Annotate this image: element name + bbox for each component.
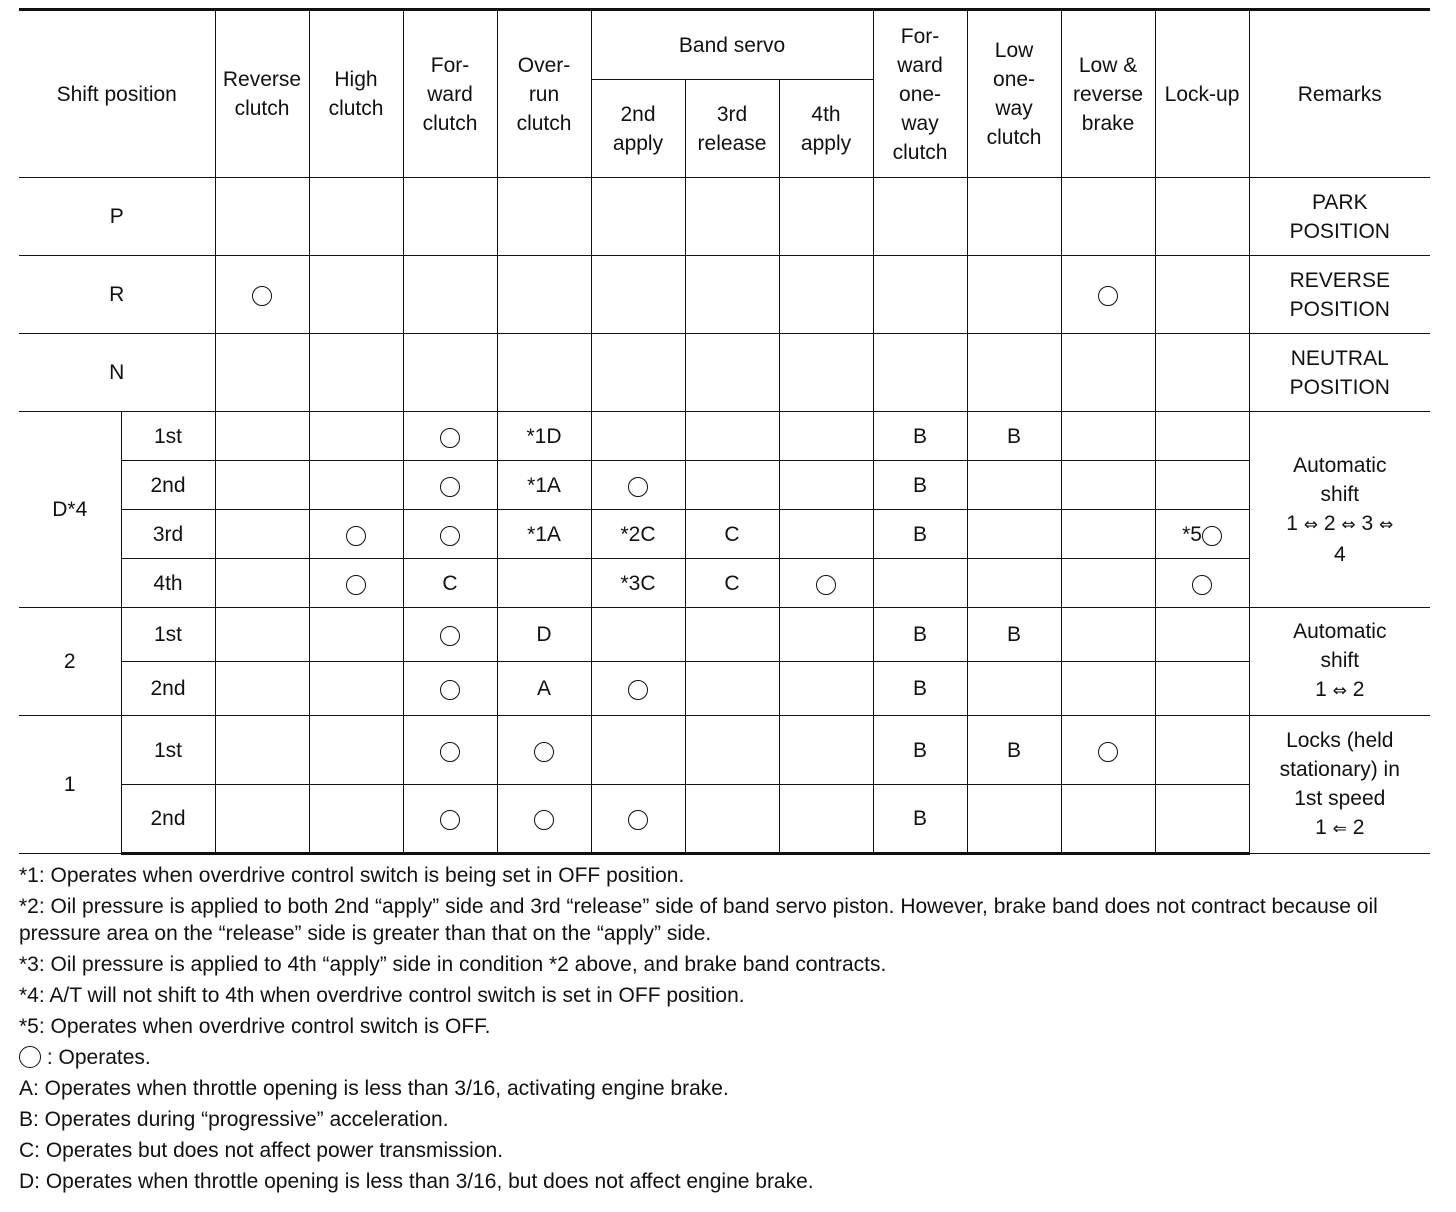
mark: C (685, 559, 779, 608)
operates-circle-icon (1202, 526, 1222, 546)
shift-label-d: D*4 (19, 412, 121, 608)
operates-circle-icon (346, 575, 366, 595)
note-3: *3: Oil pressure is applied to 4th “apply” side in condition *2 above, and brake band contracts. (19, 953, 887, 976)
footnotes (19, 862, 1434, 1195)
remark-2-seq: 1 ⇔ 2 (1315, 678, 1365, 701)
header-band-servo: Band servo (591, 10, 873, 80)
mark: *2C (591, 510, 685, 559)
operates-circle-icon (628, 477, 648, 497)
gear-label: 1st (121, 412, 215, 461)
remark-2-line2: shift (1320, 649, 1360, 672)
mark: B (873, 412, 967, 461)
mark: B (967, 716, 1061, 785)
row-d-1st (19, 412, 1430, 461)
mark: C (685, 510, 779, 559)
gear-label: 2nd (121, 461, 215, 510)
double-arrow-icon: ⇔ (1379, 514, 1394, 535)
remark-2 (1249, 608, 1430, 716)
legend-c: C: Operates but does not affect power transmission. (19, 1139, 504, 1162)
header-row (19, 10, 1430, 80)
remark-d-line2: shift (1320, 482, 1360, 506)
legend-d: D: Operates when throttle opening is less than 3/16, but does not affect engine brake. (19, 1170, 814, 1193)
row-r (19, 256, 1430, 334)
remark-1-seq: 1 ⇐ 2 (1315, 815, 1365, 839)
gear-label: 3rd (121, 510, 215, 559)
row-2-2nd (19, 662, 1430, 716)
remark-r: REVERSE POSITION (1249, 256, 1430, 334)
note-4: *4: A/T will not shift to 4th when overdrive control switch is set in OFF position. (19, 984, 745, 1007)
row-d-2nd (19, 461, 1430, 510)
operates-circle-icon (1192, 575, 1212, 595)
operates-circle-icon (1098, 286, 1118, 306)
note-5: *5: Operates when overdrive control switch is OFF. (19, 1015, 491, 1038)
header-band-2nd-apply: 2nd apply (591, 80, 685, 178)
mark: *3C (591, 559, 685, 608)
note-1: *1: Operates when overdrive control switch is being set in OFF position. (19, 864, 685, 887)
remark-d-line1: Automatic (1293, 453, 1387, 477)
header-band-3rd-release: 3rd release (685, 80, 779, 178)
operates-circle-icon (628, 680, 648, 700)
operates-circle-icon (628, 810, 648, 830)
mark: B (873, 716, 967, 785)
gear-label: 1st (121, 608, 215, 662)
shift-label-n: N (19, 334, 215, 412)
remark-d-seq-end: 4 (1333, 542, 1346, 566)
mark: B (873, 510, 967, 559)
operates-circle-icon (19, 1046, 41, 1068)
header-high-clutch: High clutch (309, 10, 403, 178)
row-p (19, 178, 1430, 256)
note-2: *2: Oil pressure is applied to both 2nd “apply” side and 3rd “release” side of band servo piston. However, brake band does not contract because oil pressure area on the “release” side is greater than that on the “apply” side. (19, 895, 1378, 945)
operates-circle-icon (534, 810, 554, 830)
operates-circle-icon (346, 526, 366, 546)
double-arrow-icon: ⇔ (1303, 514, 1319, 535)
gear-label: 4th (121, 559, 215, 608)
mark: *1D (497, 412, 591, 461)
row-2-1st (19, 608, 1430, 662)
header-reverse-clutch: Reverse clutch (215, 10, 309, 178)
remark-n: NEUTRAL POSITION (1249, 334, 1430, 412)
row-d-4th (19, 559, 1430, 608)
clutch-band-chart (19, 8, 1430, 854)
shift-label-2: 2 (19, 608, 121, 716)
left-arrow-icon: ⇐ (1332, 818, 1347, 839)
operates-circle-icon (440, 680, 460, 700)
legend-circle: : Operates. (19, 1044, 1434, 1071)
header-forward-one-way-clutch: For- ward one- way clutch (873, 10, 967, 178)
remark-d (1249, 412, 1430, 608)
remark-p: PARK POSITION (1249, 178, 1430, 256)
mark: *1A (497, 461, 591, 510)
lockup-mark: *5 (1155, 510, 1249, 559)
header-forward-clutch: For- ward clutch (403, 10, 497, 178)
remark-1-line2: stationary) in (1279, 757, 1400, 781)
remark-1 (1249, 716, 1430, 854)
row-d-3rd (19, 510, 1430, 559)
operates-circle-icon (440, 810, 460, 830)
operates-circle-icon (252, 286, 272, 306)
header-low-one-way-clutch: Low one- way clutch (967, 10, 1061, 178)
operates-circle-icon (440, 428, 460, 448)
header-lock-up: Lock-up (1155, 10, 1249, 178)
double-arrow-icon: ⇔ (1341, 514, 1356, 535)
remark-1-line1: Locks (held (1286, 728, 1394, 752)
mark: B (873, 608, 967, 662)
operates-circle-icon (440, 526, 460, 546)
mark: B (873, 461, 967, 510)
shift-label-p: P (19, 178, 215, 256)
operates-circle-icon (440, 742, 460, 762)
remark-1-line3: 1st speed (1294, 786, 1386, 810)
mark: A (497, 662, 591, 716)
operation-table (19, 8, 1430, 855)
mark: D (497, 608, 591, 662)
operates-circle-icon (816, 575, 836, 595)
shift-label-r: R (19, 256, 215, 334)
legend-a: A: Operates when throttle opening is less than 3/16, activating engine brake. (19, 1077, 729, 1100)
gear-label: 2nd (121, 662, 215, 716)
mark: B (967, 608, 1061, 662)
header-overrun-clutch: Over- run clutch (497, 10, 591, 178)
header-band-4th-apply: 4th apply (779, 80, 873, 178)
operates-circle-icon (534, 742, 554, 762)
operates-circle-icon (440, 626, 460, 646)
operates-circle-icon (1098, 742, 1118, 762)
mark: B (873, 662, 967, 716)
remark-2-line1: Automatic (1293, 620, 1387, 643)
mark: C (403, 559, 497, 608)
double-arrow-icon: ⇔ (1332, 681, 1347, 701)
row-1-1st (19, 716, 1430, 785)
gear-label: 2nd (121, 785, 215, 854)
header-low-reverse-brake: Low & reverse brake (1061, 10, 1155, 178)
operates-circle-icon (440, 477, 460, 497)
mark: B (873, 785, 967, 854)
shift-label-1: 1 (19, 716, 121, 854)
header-remarks: Remarks (1249, 10, 1430, 178)
row-n (19, 334, 1430, 412)
mark: *1A (497, 510, 591, 559)
header-shift-position: Shift position (19, 10, 215, 178)
mark: B (967, 412, 1061, 461)
legend-b: B: Operates during “progressive” acceleration. (19, 1108, 449, 1131)
row-1-2nd (19, 785, 1430, 854)
gear-label: 1st (121, 716, 215, 785)
remark-d-seq: 1 ⇔ 2 ⇔ 3 ⇔ (1286, 511, 1394, 535)
